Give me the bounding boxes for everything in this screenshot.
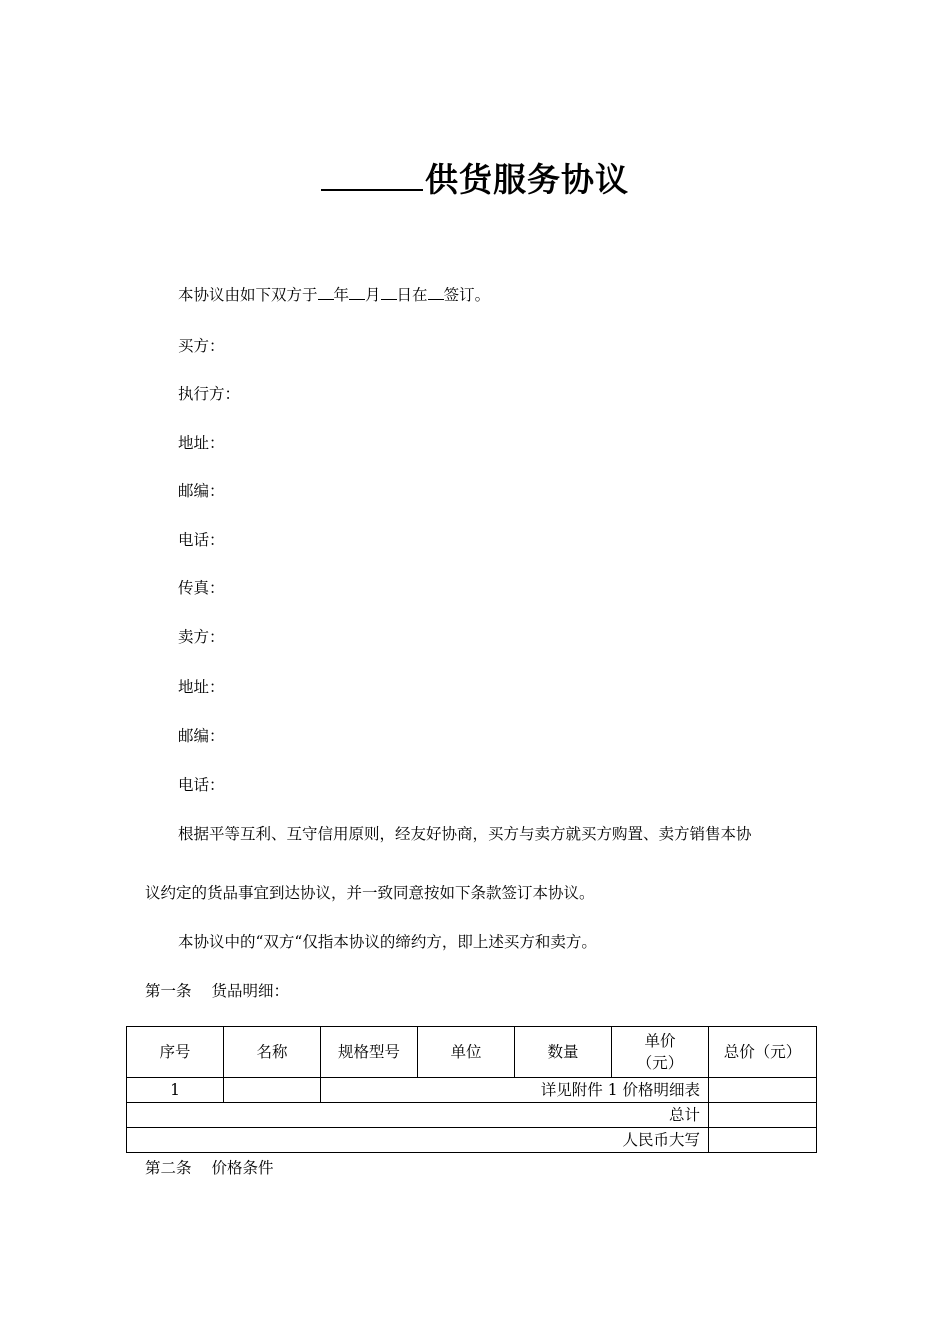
buyer-address-label: 地址： xyxy=(178,434,225,452)
sum-label: 总计 xyxy=(127,1103,709,1128)
header-qty: 数量 xyxy=(515,1027,612,1078)
section-2-heading: 第二条 价格条件 xyxy=(145,1159,274,1177)
row-detail: 详见附件 1 价格明细表 xyxy=(321,1078,709,1103)
buyer-postcode-label: 邮编： xyxy=(178,482,225,500)
intro-line: 本协议由如下双方于 年 月 日在 签订。 xyxy=(178,286,491,304)
buyer-label: 买方： xyxy=(178,337,225,355)
row-total-cell xyxy=(709,1078,817,1103)
sum-value-cell xyxy=(709,1103,817,1128)
header-model: 规格型号 xyxy=(321,1027,418,1078)
seller-postcode-label: 邮编： xyxy=(178,727,225,745)
buyer-phone-label: 电话： xyxy=(178,531,225,549)
executor-label: 执行方： xyxy=(178,385,241,403)
table-row xyxy=(127,1078,817,1103)
rmb-label: 人民币大写 xyxy=(127,1128,709,1153)
row-index: 1 xyxy=(127,1078,224,1103)
seller-phone-label: 电话： xyxy=(178,776,225,794)
seller-address-label: 地址： xyxy=(178,678,225,696)
paragraph-1-line-1: 根据平等互利、互守信用原则，经友好协商，买方与卖方就买方购置、卖方销售本协 xyxy=(178,825,752,843)
buyer-fax-label: 传真： xyxy=(178,579,225,597)
goods-table xyxy=(126,1026,817,1153)
table-header-row xyxy=(127,1027,817,1078)
table-sum-row xyxy=(127,1103,817,1128)
paragraph-2: 本协议中的“双方“仅指本协议的缔约方，即上述买方和卖方。 xyxy=(178,933,597,951)
header-index: 序号 xyxy=(127,1027,224,1078)
header-unit-price: 单价 （元） xyxy=(612,1027,709,1078)
rmb-value-cell xyxy=(709,1128,817,1153)
header-name: 名称 xyxy=(224,1027,321,1078)
paragraph-1-line-2: 议约定的货品事宜到达协议，并一致同意按如下条款签订本协议。 xyxy=(145,884,595,902)
seller-label: 卖方： xyxy=(178,628,225,646)
table-rmb-row xyxy=(127,1128,817,1153)
section-1-heading: 第一条 货品明细： xyxy=(145,982,290,1000)
title-blank xyxy=(321,159,423,191)
document-title: 供货服务协议 xyxy=(0,154,950,201)
header-unit: 单位 xyxy=(418,1027,515,1078)
header-total: 总价（元） xyxy=(709,1027,817,1078)
row-name-cell xyxy=(224,1078,321,1103)
